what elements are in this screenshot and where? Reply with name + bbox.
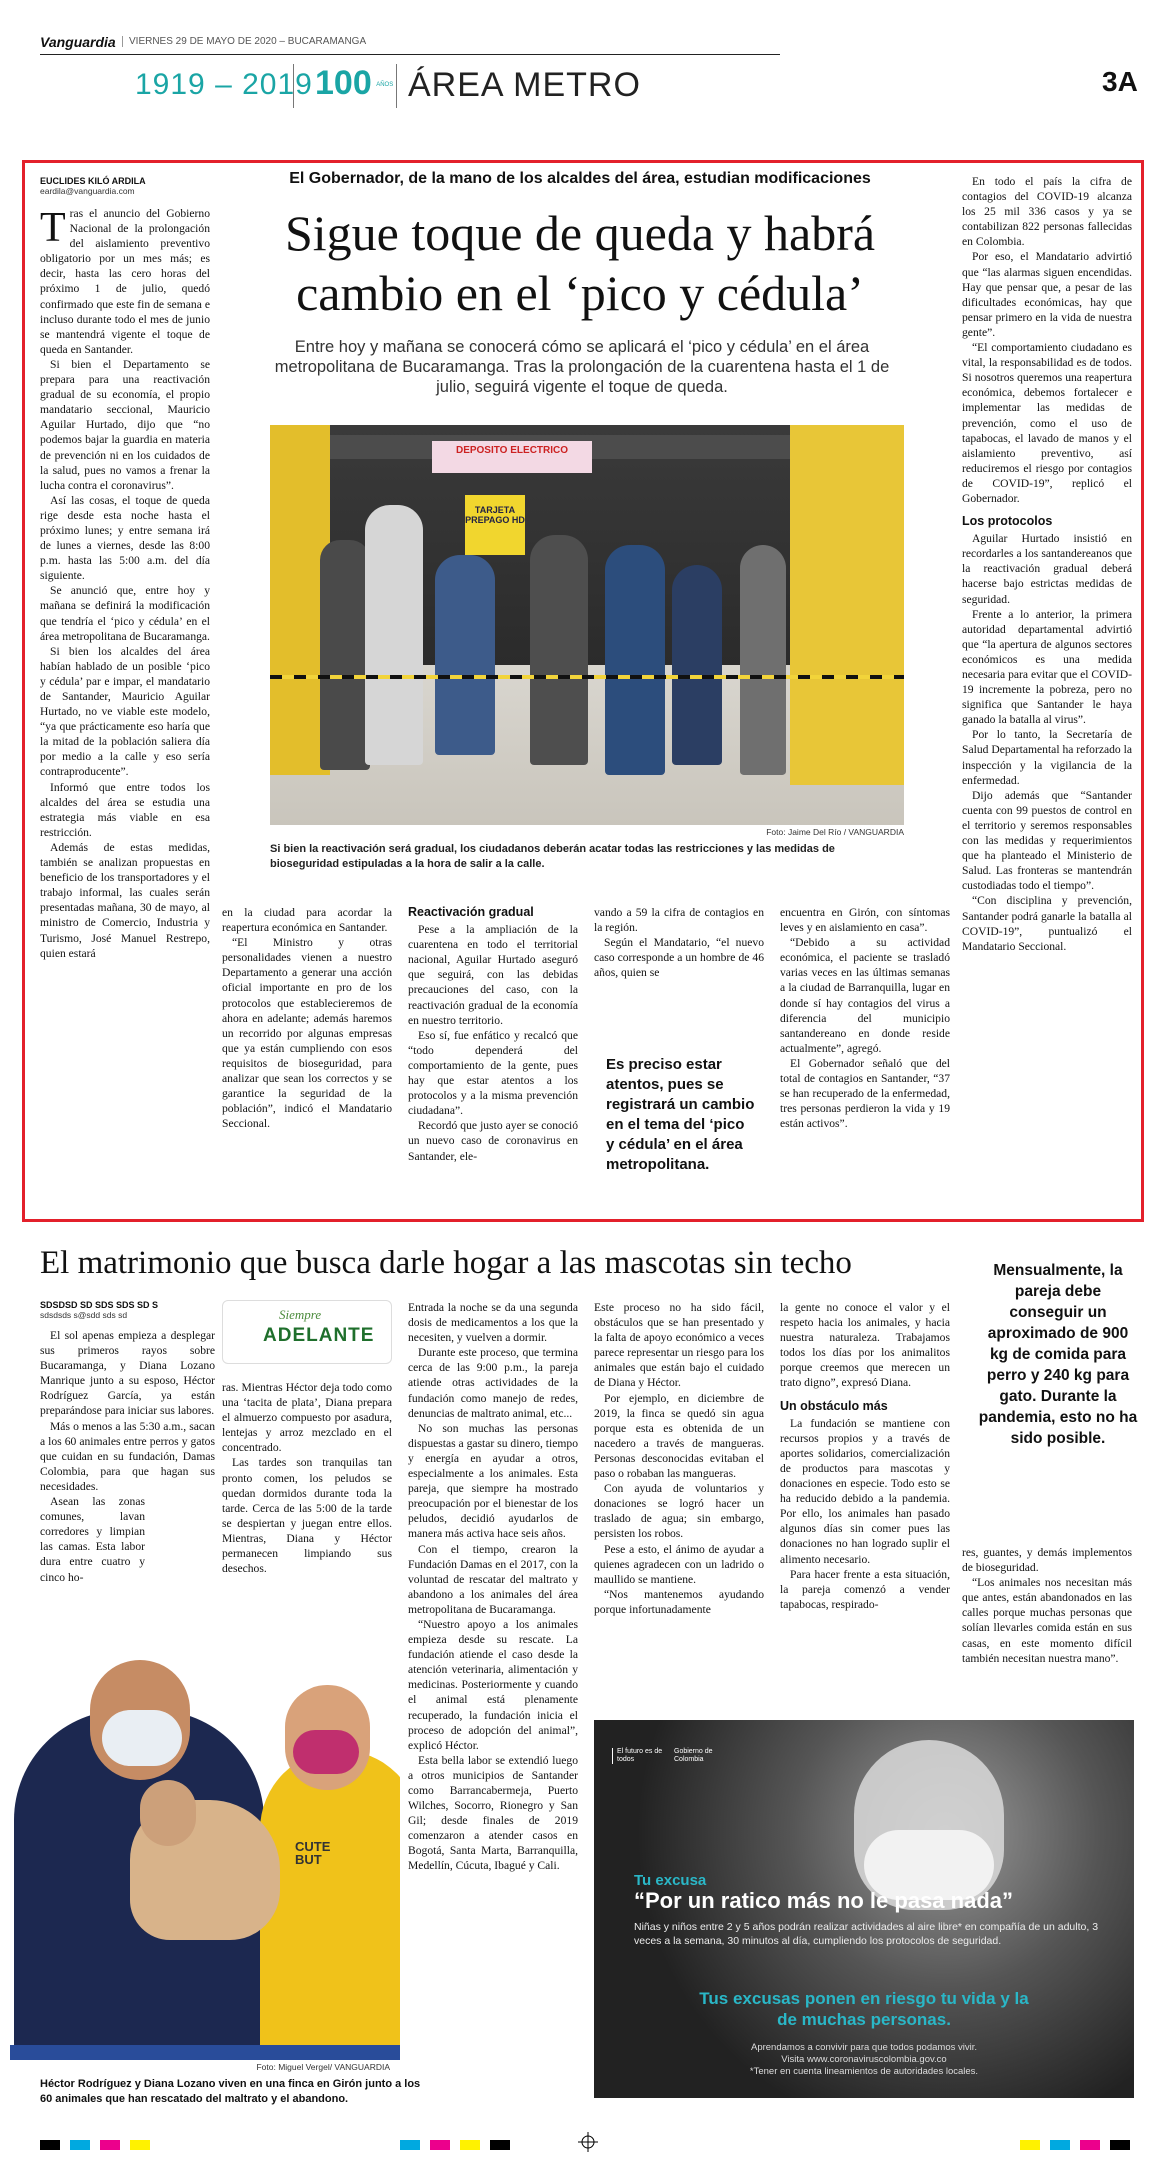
ad-body: Niñas y niños entre 2 y 5 años podrán realizar actividades al aire libre* en compañía de un adulto, 3 veces a la semana, 30 minutos al día, cumpliendo los protocolos de seguridad. bbox=[634, 1921, 1099, 1947]
paragraph: Frente a lo anterior, la primera autoridad departamental advirtió que “la apertura de algunos sectores económicos es una medida necesaria para evitar que el COVID-19 incremente la pobreza, pero no significa que Santander le haya ganado la batalla al virus”. bbox=[962, 607, 1132, 727]
article2-column-6 bbox=[962, 1545, 1132, 1715]
shirt-text: CUTE BUT bbox=[295, 1839, 331, 1867]
paragraph: En todo el país la cifra de contagios del COVID-19 alcanza los 25 mil 336 casos y ya se contabilizan 822 personas fallecidas en Colombia. bbox=[962, 175, 1132, 249]
dateline: VIERNES 29 DE MAYO DE 2020 – BUCARAMANGA bbox=[122, 36, 366, 47]
paragraph: Según el Mandatario, “el nuevo caso corresponde a un hombre de 46 años, quien se bbox=[594, 936, 764, 980]
paragraph: No son muchas las personas dispuestas a gastar su dinero, tiempo y energía en ayudar a otros, especialmente a los animales. Esta pareja, que siempre ha mostrado preocupación por el bienestar de los peludos, decidió ayudarlos de manera más activa hace seis años. bbox=[408, 1421, 578, 1541]
photo-credit: Foto: Jaime Del Río / VANGUARDIA bbox=[766, 827, 904, 837]
prepaid-banner: TARJETA PREPAGO HD bbox=[465, 495, 525, 555]
article1-column-2 bbox=[222, 905, 392, 1217]
shop-sign: DEPOSITO ELECTRICO bbox=[432, 441, 592, 473]
paragraph: Para hacer frente a esta situación, la pareja comenzó a vender tapabocas, respirado- bbox=[780, 1567, 950, 1611]
divider bbox=[396, 64, 397, 108]
paragraph: Este proceso no ha sido fácil, obstáculos que se han presentado y la falta de apoyo económico a veces parece representar un riesgo para los animales que están bajo el cuidado de Diana y Héctor. bbox=[594, 1301, 764, 1390]
article1-column-3 bbox=[408, 903, 578, 1217]
masthead-rule bbox=[40, 54, 780, 55]
ad-footer-line-2: Visita www.coronaviruscolombia.gov.co bbox=[781, 2054, 947, 2065]
masthead bbox=[40, 34, 1140, 114]
couple-with-dog-photo bbox=[10, 1640, 400, 2060]
paragraph: en la ciudad para acordar la reapertura económica en Santander. bbox=[222, 906, 392, 935]
paragraph: El sol apenas empieza a desplegar sus primeros rayos sobre Bucaramanga, y Diana Lozano Manrique junto a su esposo, Héctor Rodríguez García, ya están preparándose para iniciar sus labores. bbox=[40, 1329, 215, 1418]
paragraph: “Debido a su actividad económica, el paciente se trasladó varias veces en las últimas semanas a la ciudad de Barranquilla, lugar en donde sí hay contagios del virus a diferencia del municipio santandereano en donde reside actualmente”, agregó. bbox=[780, 936, 950, 1055]
subhead-protocolos: Los protocolos bbox=[962, 514, 1053, 529]
ad-logo-1: El futuro es de todos bbox=[612, 1748, 666, 1764]
paragraph: Si bien el Departamento se prepara para una reactivación gradual de su economía, el propio mandatario seccional, Mauricio Aguilar Hurtado, dijo que “no podemos bajar la guardia en materia de prevención ni en los cuidados de la salud, pues no vamos a frenar la lucha contra el coronavirus”. bbox=[40, 357, 210, 492]
ad-quote: “Por un ratico más no le pasa nada” bbox=[634, 1888, 1013, 1913]
paragraph: Las tardes son tranquilas tan pronto comen, los peludos se quedan dormidos durante toda la tarde. Cerca de las 5:00 de la tarde se despiertan y juegan entre ellos. Mientras, Diana y Héctor permanecen limpiando sus desechos. bbox=[222, 1456, 392, 1576]
paragraph: Más o menos a las 5:30 a.m., sacan a los 60 animales entre perros y gatos que cuidan en su fundación, Damas Colombia, para que hagan sus necesidades. bbox=[40, 1419, 215, 1493]
article2-column-1 bbox=[40, 1328, 215, 1682]
byline-name: EUCLIDES KILÓ ARDILA bbox=[40, 176, 146, 186]
paragraph: “Los animales nos necesitan más que antes, están abandonados en las calles porque muchas personas que solían llevarles comida están en sus casas, en este momento difícil también necesitan nuestra mano”. bbox=[962, 1576, 1132, 1665]
paragraph: Así las cosas, el toque de queda rige desde esta noche hasta el próximo lunes; y entre semana irá de lunes a viernes, desde las 8:00 p.m. hasta las 5:00 a.m. del día siguiente. bbox=[40, 493, 210, 583]
paragraph: Si bien los alcaldes del área habían hablado de un posible ‘pico y cédula’ par e impar, el mandatario de Santander, Mauricio Aguilar Hurtado, no ve viable este modelo, “ya que prácticamente eso haría que la mitad de la población saliera día por medio a la calle y eso sería contraproducente”. bbox=[40, 644, 210, 779]
logo-word: ADELANTE bbox=[263, 1325, 375, 1346]
paragraph: Esta bella labor se extendió luego a otros municipios de Santander como Barrancabermeja, Puerto Wilches, Socorro, Rionegro y San Gil; desde finales de 2019 comenzaron a atender casos en Bogotá, Santa Marta, Barranquilla, Medellín, Cúcuta, Ibagué y Cali. bbox=[408, 1753, 578, 1873]
paragraph: vando a 59 la cifra de contagios en la región. bbox=[594, 906, 764, 935]
paragraph: Durante este proceso, que termina cerca de las 9:00 p.m., la pareja atiende otras actividades de la fundación como manejo de redes, denuncias de maltrato animal, etc... bbox=[408, 1346, 578, 1420]
byline-name: SDSDSD SD SDS SDS SD S bbox=[40, 1300, 159, 1310]
storefront-photo bbox=[270, 425, 904, 825]
paragraph: Pese a la ampliación de la cuarentena en todo el territorial nacional, Aguilar Hurtado aseguró que seguirá, con las debidas precauciones del caso, con la reactivación gradual de la economía en nuestro territorio. bbox=[408, 923, 578, 1027]
section-title: ÁREA METRO bbox=[408, 66, 641, 104]
paragraph: Recordó que justo ayer se conoció un nuevo caso de coronavirus en Santander, ele- bbox=[408, 1119, 578, 1163]
byline-email: sdsdsds s@sdd sds sd bbox=[40, 1310, 128, 1320]
paragraph: Por lo tanto, la Secretaría de Salud Departamental ha reforzado la inspección y la vigilancia de la enfermedad. bbox=[962, 728, 1132, 787]
article1-column-1 bbox=[40, 206, 210, 1216]
headline-line-1: Sigue toque de queda y habrá bbox=[284, 205, 876, 261]
deck: Entre hoy y mañana se conocerá cómo se aplicará el ‘pico y cédula’ en el área metropolitana de Bucaramanga. Tras la prolongación de la cuarentena hasta el 1 de julio, seguirá vigente el toque de queda. bbox=[274, 338, 890, 396]
article1-column-5 bbox=[780, 905, 950, 1217]
ad-tag: Tu excusa bbox=[634, 1872, 707, 1889]
article2-column-4 bbox=[594, 1300, 764, 1700]
siempre-adelante-logo bbox=[222, 1300, 392, 1364]
kicker: El Gobernador, de la mano de los alcaldes del área, estudian modificaciones bbox=[289, 170, 871, 187]
photo-caption: Si bien la reactivación será gradual, los ciudadanos deberán acatar todas las restricciones y las medidas de bioseguridad estipuladas a la hora de salir a la calle. bbox=[270, 843, 835, 870]
paragraph: ras el anuncio del Gobierno Nacional de la prolongación del aislamiento preventivo obligatorio por un mes más; es decir, hasta las cero horas del próximo 1 de julio, quedó confirmado que este fin de semana e incluso durante todo el mes de junio se mantendrá vigente el toque de queda en Santander. bbox=[40, 207, 210, 356]
byline-email: eardila@vanguardia.com bbox=[40, 186, 135, 196]
ad-headline: Tus excusas ponen en riesgo tu vida y la de muchas personas. bbox=[699, 1989, 1029, 2029]
paragraph: El Gobernador señaló que del total de contagios en Santander, “37 se han recuperado de la enfermedad, tres personas perdieron la vida y 19 están activos”. bbox=[780, 1056, 950, 1131]
ad-footer-line-1: Aprendamos a convivir para que todos podamos vivir. bbox=[750, 2042, 977, 2053]
paragraph: “Nos mantenemos ayudando porque infortunadamente bbox=[594, 1587, 764, 1616]
paragraph: La fundación se mantiene con recursos propios y a través de aportes solidarios, comercialización de productos para mascotas y donaciones en especie. Todo esto se ha reducido debido a la pandemia. Por ello, los animales han pasado algunos días sin comer pues las donaciones no han logrado suplir el alimento necesario. bbox=[780, 1416, 950, 1566]
years-label: 1919 – 2019 bbox=[135, 68, 313, 101]
paragraph: Dijo además que “Santander cuenta con 99 puestos de control en el territorio y seremos responsables con las medidas y requerimientos que ha planteado el Ministerio de Salud. Las fronteras se mantendrán custodiadas todo el tiempo”. bbox=[962, 788, 1132, 893]
dropcap: T bbox=[40, 206, 66, 251]
photo-caption: Héctor Rodríguez y Diana Lozano viven en una finca en Girón junto a los 60 animales que han rescatado del maltrato y el abandono. bbox=[40, 2078, 421, 2105]
paragraph: Informó que entre todos los alcaldes del área se estudia una estrategia más viable en esa restricción. bbox=[40, 780, 210, 839]
paragraph: Pese a esto, el ánimo de ayudar a quienes agradecen con un ladrido o maullido se mantiene. bbox=[594, 1542, 764, 1586]
paragraph: la gente no conoce el valor y el respeto hacia los animales, y hacia nuestra naturaleza. Trabajamos todos los días por los animalitos porque creemos que merecen un trato digno”, expresó Diana. bbox=[780, 1301, 950, 1390]
photo-credit: Foto: Miguel Vergel/ VANGUARDIA bbox=[256, 2062, 390, 2072]
paragraph: Por eso, el Mandatario advirtió que “las alarmas siguen encendidas. Hay que pensar que, a pesar de las dificultades económicas, hay que pensar primero en la vida de nuestra gente”. bbox=[962, 250, 1132, 339]
anniversary-sub: AÑOS bbox=[376, 82, 394, 88]
subhead-obstaculo: Un obstáculo más bbox=[780, 1398, 888, 1413]
paragraph: Con el tiempo, crearon la Fundación Damas en el 2017, con la voluntad de rescatar del maltrato y abandono a los animales del área metropolitana de Bucaramanga. bbox=[408, 1542, 578, 1616]
paragraph: res, guantes, y demás implementos de bioseguridad. bbox=[962, 1546, 1132, 1575]
subhead-reactivacion: Reactivación gradual bbox=[408, 905, 534, 919]
ad-logo-2: Gobierno de Colombia bbox=[674, 1748, 713, 1763]
paragraph: Asean las zonas comunes, lavan corredores y limpian las camas. Esta labor dura entre cuatro y cinco ho- bbox=[40, 1495, 145, 1584]
sidebar-quote: Mensualmente, la pareja debe conseguir un aproximado de 900 kg de comida para perro y 240 kg para gato. Durante la pandemia, esto no ha sido posible. bbox=[978, 1262, 1138, 1447]
page-number: 3A bbox=[1102, 66, 1138, 97]
registration-mark-icon bbox=[578, 2132, 598, 2152]
article2-column-2 bbox=[222, 1380, 392, 1630]
paragraph: Aguilar Hurtado insistió en recordarles a los santandereanos que la reactivación gradual deberá hacerse bajo estrictas medidas de seguridad. bbox=[962, 532, 1132, 606]
paragraph: encuentra en Girón, con síntomas leves y en aislamiento en casa”. bbox=[780, 906, 950, 935]
byline-2 bbox=[40, 1300, 215, 1320]
anniversary-number: 100 bbox=[315, 64, 372, 102]
paragraph: Por ejemplo, en diciembre de 2019, la finca se quedó sin agua porque esta es obtenida de un nacedero a través de mangueras. Personas desconocidas evitaban el paso o robaban las mangueras. bbox=[594, 1391, 764, 1481]
paragraph: Se anunció que, entre hoy y mañana se definirá la modificación que tendría el ‘pico y cédula’ en el área metropolitana de Bucaramanga. bbox=[40, 584, 210, 643]
headline bbox=[215, 203, 945, 323]
article2-column-3 bbox=[408, 1300, 578, 2020]
paragraph: “Con disciplina y prevención, Santander podrá ganarle la batalla al COVID-19”, puntualizó el Mandatario Seccional. bbox=[962, 894, 1132, 953]
paragraph: Con ayuda de voluntarios y donaciones se logró hacer un traslado de agua; sin embargo, persisten los robos. bbox=[594, 1482, 764, 1541]
headline-line-2: cambio en el ‘pico y cédula’ bbox=[296, 265, 864, 321]
paragraph: “Nuestro apoyo a los animales empieza desde su rescate. La fundación atiende el caso desde la atención veterinaria, alimentación y medicinas. Posteriormente y cuando el animal está plenamente recuperado, la fundación inicia el proceso de adopción del animal”, explicó Héctor. bbox=[408, 1617, 578, 1752]
public-health-ad bbox=[594, 1720, 1134, 2098]
pull-quote: Es preciso estar atentos, pues se registrará un cambio en el tema del ‘pico y cédula’ en el área metropolitana. bbox=[606, 1056, 755, 1173]
brand-logo: Vanguardia bbox=[40, 34, 116, 50]
ad-footer-line-3: *Tener en cuenta lineamientos de autoridades locales. bbox=[749, 2066, 979, 2077]
logo-script: Siempre bbox=[279, 1307, 322, 1322]
paragraph: Eso sí, fue enfático y recalcó que “todo dependerá del comportamiento de la gente, pues hay que estar atentos a los protocolos y a la misma prevención ciudadana”. bbox=[408, 1028, 578, 1118]
ad-footer bbox=[684, 2042, 1044, 2078]
article2-column-5 bbox=[780, 1300, 950, 1700]
paragraph: “El comportamiento ciudadano es vital, la responsabilidad es de todos. Si nosotros queremos una reapertura económica, debemos fortalecer e implementar las medidas de prevención, como el uso de tapabocas, el lavado de manos y el aislamiento preventivo, así reduciremos el riesgo por contagios de COVID-19”, replicó el Gobernador. bbox=[962, 341, 1132, 505]
byline bbox=[40, 176, 210, 196]
article2-headline: El matrimonio que busca darle hogar a las mascotas sin techo bbox=[40, 1245, 852, 1281]
paragraph: ras. Mientras Héctor deja todo como una ‘tacita de plata’, Diana prepara el almuerzo compuesto por asadura, lentejas y arroz mezclado en el concentrado. bbox=[222, 1381, 392, 1455]
paragraph: Entrada la noche se da una segunda dosis de medicamentos a los que la necesiten, y vuelven a dormir. bbox=[408, 1301, 578, 1345]
paragraph: “El Ministro y otras personalidades vienen a nuestro Departamento a generar una acción oficial importante en pro de los protocolos que establecieremos de ahora en adelante; además haremos un recorrido por algunas empresas que ya están cumpliendo con esos requisitos de bioseguridad, para analizar que sean los correctos y se garantice la seguridad de la población”, indicó el Mandatario Seccional. bbox=[222, 936, 392, 1131]
article1-column-4 bbox=[594, 905, 764, 985]
article1-column-6 bbox=[962, 174, 1132, 1218]
paragraph: Además de estas medidas, también se analizan propuestas en beneficio de los transportadores y el trabajo informal, las cuales serán presentadas mañana, 30 de mayo, al ministro de Comercio, Industria y Turismo, José Manuel Restrepo, quien estará bbox=[40, 840, 210, 960]
divider bbox=[293, 64, 294, 108]
